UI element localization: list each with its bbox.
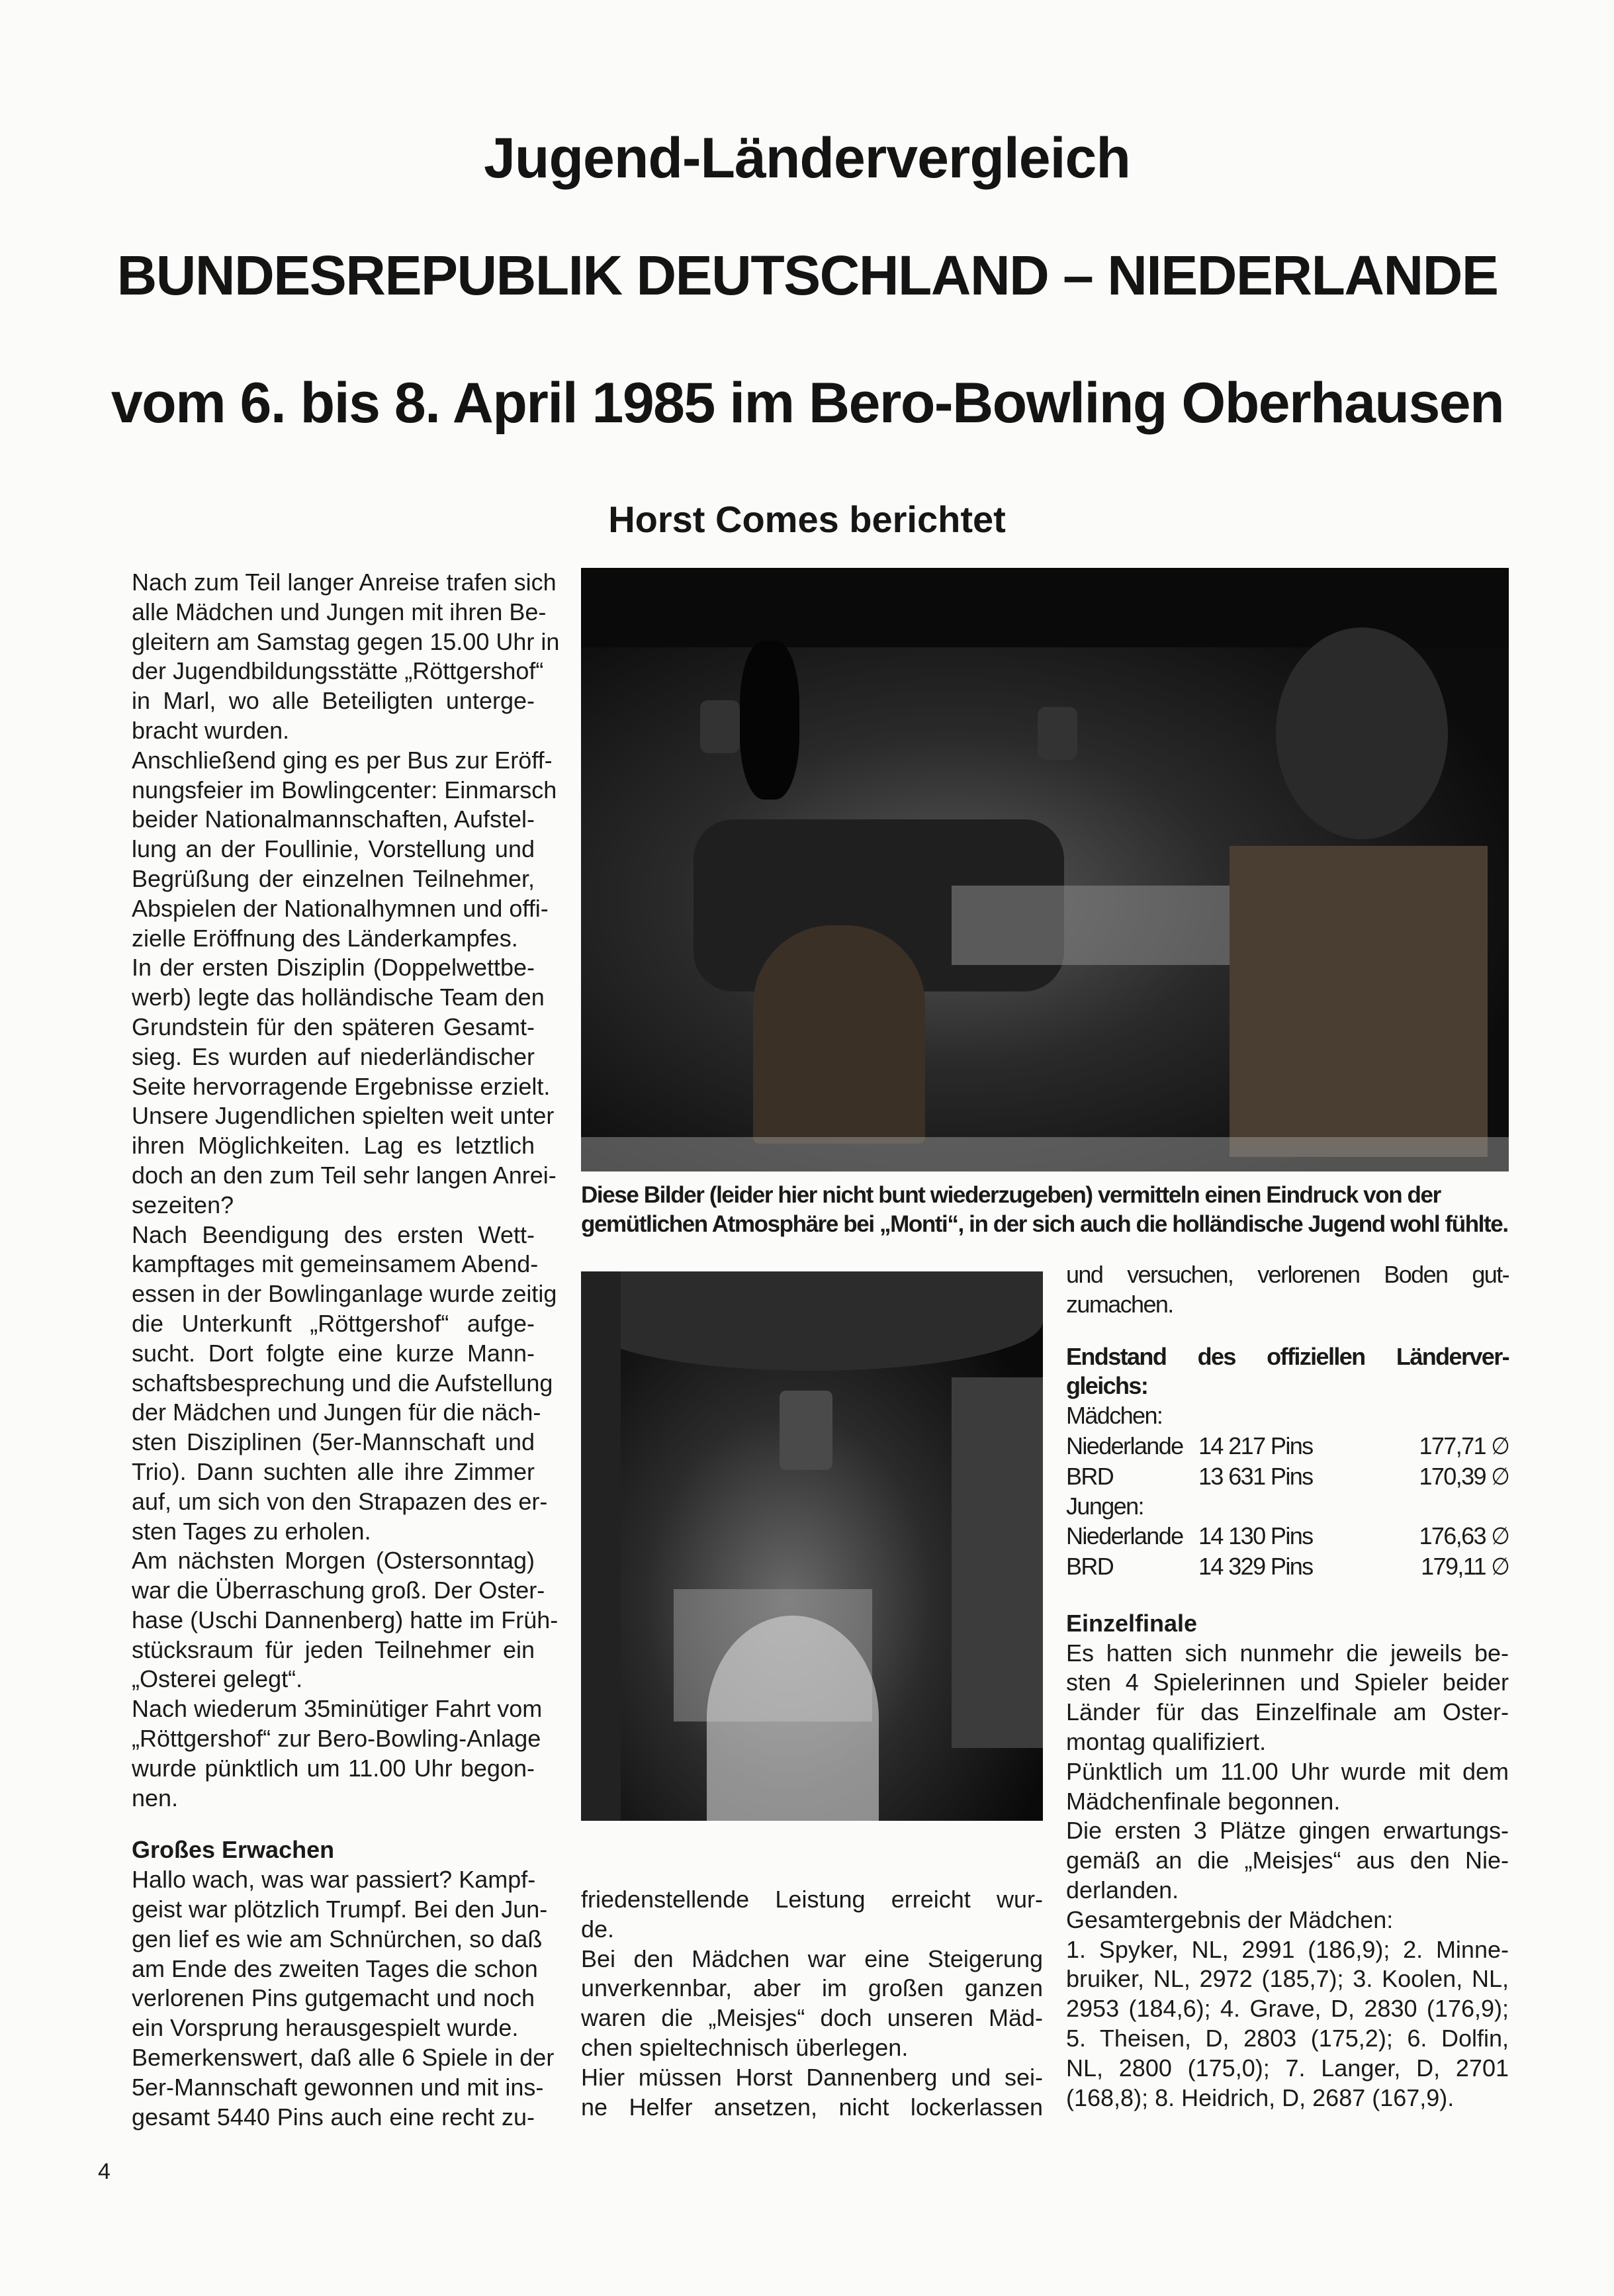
text-line: kampftages mit gemeinsamem Abend- — [132, 1250, 539, 1278]
results-heading: Endstand des offiziellen Länderver- — [1066, 1342, 1509, 1370]
text-line: Bei den Mädchen war eine Steigerung — [581, 1945, 1043, 1972]
text-line: sten 4 Spielerinnen und Spieler beider — [1066, 1669, 1509, 1696]
text-line: chen spieltechnisch überlegen. — [581, 2033, 909, 2061]
results-group-boys — [1066, 1492, 1509, 1583]
paragraph — [132, 1865, 548, 2043]
paragraph — [1066, 1816, 1509, 1905]
text-line: Die ersten 3 Plätze gingen erwartungs- — [1066, 1817, 1509, 1845]
paragraph — [132, 746, 557, 954]
text-line: „Osterei gelegt“. — [132, 1665, 303, 1693]
text-line: essen in der Bowlinganlage wurde zeitig — [132, 1280, 557, 1308]
text-line: Grundstein für den späteren Gesamt- — [132, 1013, 535, 1040]
text-line: sezeiten? — [132, 1191, 234, 1218]
article-subtitle: vom 6. bis 8. April 1985 im Bero-Bowling Oberhausen — [111, 371, 1504, 435]
text-line: sten Tages zu erholen. — [132, 1517, 371, 1545]
text-line: 5er-Mannschaft gewonnen und mit ins- — [132, 2073, 544, 2101]
text-line: gleitern am Samstag gegen 15.00 Uhr in — [132, 627, 560, 655]
paragraph — [581, 2063, 1043, 2123]
photo-bar-with-plant — [581, 1271, 1043, 1821]
text-line: am Ende des zweiten Tages die schon — [132, 1954, 538, 1982]
table-row — [1066, 1522, 1509, 1552]
text-line: bracht wurden. — [132, 716, 290, 744]
text-line: Trio). Dann suchten alle ihre Zimmer — [132, 1457, 535, 1485]
spacer — [132, 1813, 535, 1835]
group-label: Jungen: — [1066, 1492, 1143, 1520]
team: BRD — [1066, 1553, 1114, 1581]
text-line: Länder für das Einzelfinale am Oster- — [1066, 1698, 1509, 1726]
text-line: hase (Uschi Dannenberg) hatte im Früh- — [132, 1606, 559, 1633]
text-line: montag qualifiziert. — [1066, 1727, 1267, 1755]
article-kicker: Jugend-Ländervergleich — [484, 126, 1130, 190]
text-line: nen. — [132, 1784, 179, 1812]
section-heading: Einzelfinale — [1066, 1609, 1198, 1637]
text-line: der Jugendbildungsstätte „Röttgershof“ — [132, 657, 544, 685]
text-line: doch an den zum Teil sehr langen Anrei- — [132, 1161, 557, 1189]
paragraph — [581, 1945, 1043, 2063]
text-line: Mädchenfinale begonnen. — [1066, 1787, 1341, 1815]
text-line: gemäß an die „Meisjes“ aus den Nie- — [1066, 1847, 1509, 1874]
results-table-girls — [1066, 1431, 1509, 1492]
text-line: sten Disziplinen (5er-Mannschaft und — [132, 1428, 535, 1456]
pins: 14 329 Pins — [1198, 1553, 1313, 1581]
left-column — [132, 568, 560, 2132]
article-title: BUNDESREPUBLIK DEUTSCHLAND – NIEDERLANDE — [116, 244, 1498, 306]
text-line: Pünktlich um 11.00 Uhr wurde mit dem — [1066, 1757, 1509, 1785]
text-line: ne Helfer ansetzen, nicht lockerlassen — [581, 2093, 1043, 2121]
average: 177,71 ∅ — [1419, 1432, 1509, 1459]
text-line: auf, um sich von den Strapazen des er- — [132, 1487, 548, 1515]
text-line: Es hatten sich nunmehr die jeweils be- — [1066, 1639, 1509, 1667]
text-line: ihren Möglichkeiten. Lag es letztlich — [132, 1132, 535, 1160]
text-line: friedenstellende Leistung erreicht wur- — [581, 1886, 1043, 1913]
text-line: de. — [581, 1915, 615, 1943]
pins: 14 217 Pins — [1198, 1432, 1313, 1459]
pins: 13 631 Pins — [1198, 1462, 1313, 1490]
group-label: Mädchen: — [1066, 1402, 1163, 1430]
text-line: der Mädchen und Jungen für die näch- — [132, 1399, 541, 1426]
paragraph — [132, 953, 557, 1220]
text-line: verlorenen Pins gutgemacht und noch — [132, 1984, 535, 2012]
table-row — [1066, 1552, 1509, 1583]
text-line: gen lief es wie am Schnürchen, so daß — [132, 1925, 543, 1952]
text-line: alle Mädchen und Jungen mit ihren Be- — [132, 598, 547, 625]
text-line: Hier müssen Horst Dannenberg und sei- — [581, 2063, 1043, 2091]
text-line: 5. Theisen, D, 2803 (175,2); 6. Dolfin, — [1066, 2024, 1509, 2052]
text-line: wurde pünktlich um 11.00 Uhr begon- — [132, 1754, 535, 1782]
text-line: waren die „Meisjes“ doch unseren Mäd- — [581, 2004, 1043, 2032]
results-group-girls — [1066, 1401, 1509, 1492]
text-line: sucht. Dort folgte eine kurze Mann- — [132, 1339, 535, 1367]
photo-caption: Diese Bilder (leider hier nicht bunt wiederzugeben) vermitteln einen Eindruck von der gemütlichen Atmosphäre bei „Monti“, in der sich auch die holländische Jugend wohl fühlte. — [581, 1182, 1508, 1237]
table-row — [1066, 1461, 1509, 1492]
paragraph — [132, 2043, 555, 2132]
text-line: Abspielen der Nationalhymnen und offi- — [132, 894, 549, 922]
text-line: Seite hervorragende Ergebnisse erzielt. — [132, 1072, 551, 1100]
photo-restaurant-interior — [581, 568, 1509, 1171]
paragraph — [132, 1220, 557, 1547]
text-line: war die Überraschung groß. Der Oster- — [132, 1577, 545, 1604]
team: Niederlande — [1066, 1432, 1183, 1459]
text-line: derlanden. — [1066, 1876, 1179, 1904]
text-line: lung an der Foullinie, Vorstellung und — [132, 835, 535, 863]
text-line: geist war plötzlich Trumpf. Bei den Jun- — [132, 1896, 548, 1923]
paragraph — [1066, 1757, 1509, 1817]
text-line: Nach wiederum 35minütiger Fahrt vom — [132, 1695, 543, 1723]
text-line: stücksraum für jeden Teilnehmer ein — [132, 1635, 535, 1663]
text-line: unverkennbar, aber im großen ganzen — [581, 1974, 1043, 2002]
text-line: (168,8); 8. Heidrich, D, 2687 (167,9). — [1066, 2084, 1455, 2111]
text-line: schaftsbesprechung und die Aufstellung — [132, 1369, 553, 1397]
text-line: gesamt 5440 Pins auch eine recht zu- — [132, 2103, 535, 2131]
paragraph — [1066, 1906, 1509, 1935]
text-line: Bemerkenswert, daß alle 6 Spiele in der — [132, 2044, 555, 2072]
byline: Horst Comes berichtet — [608, 498, 1006, 540]
paragraph — [132, 568, 560, 746]
text-line: die Unterkunft „Röttgershof“ aufge- — [132, 1309, 535, 1337]
team: BRD — [1066, 1462, 1114, 1490]
text-line: NL, 2800 (175,0); 7. Langer, D, 2701 — [1066, 2054, 1509, 2082]
text-line: „Röttgershof“ zur Bero-Bowling-Anlage — [132, 1725, 541, 1753]
text-line: Hallo wach, was war passiert? Kampf- — [132, 1866, 536, 1894]
text-line: werb) legte das holländische Team den — [132, 984, 545, 1011]
paragraph — [1066, 1935, 1509, 2113]
text-line: beider Nationalmannschaften, Aufstel- — [132, 805, 535, 833]
text-line: zumachen. — [1066, 1290, 1173, 1318]
results-heading: gleichs: — [1066, 1372, 1148, 1400]
text-line: 2953 (184,6); 4. Grave, D, 2830 (176,9); — [1066, 1995, 1509, 2023]
text-line: 1. Spyker, NL, 2991 (186,9); 2. Minne- — [1066, 1935, 1509, 1963]
text-line: und versuchen, verlorenen Boden gut- — [1066, 1261, 1509, 1288]
middle-column — [581, 1885, 1043, 2122]
text-line: bruiker, NL, 2972 (185,7); 3. Koolen, NL, — [1066, 1965, 1509, 1993]
paragraph — [132, 1546, 559, 1694]
average: 179,11 ∅ — [1421, 1553, 1509, 1581]
text-line: Nach Beendigung des ersten Wett- — [132, 1220, 535, 1248]
average: 176,63 ∅ — [1419, 1522, 1509, 1550]
paragraph — [1066, 1639, 1509, 1757]
average: 170,39 ∅ — [1419, 1462, 1509, 1490]
pins: 14 130 Pins — [1198, 1522, 1313, 1550]
text-line: Unsere Jugendlichen spielten weit unter — [132, 1102, 555, 1130]
paragraph — [132, 1694, 543, 1813]
text-line: In der ersten Disziplin (Doppelwettbe- — [132, 954, 535, 982]
text-line: Nach zum Teil langer Anreise trafen sich — [132, 569, 557, 596]
results-table-boys — [1066, 1522, 1509, 1583]
text-line: zielle Eröffnung des Länderkampfes. — [132, 924, 518, 952]
text-line: ein Vorsprung herausgespielt wurde. — [132, 2014, 519, 2042]
text-line: Gesamtergebnis der Mädchen: — [1066, 1906, 1394, 1933]
text-line: Begrüßung der einzelnen Teilnehmer, — [132, 864, 535, 892]
table-row — [1066, 1431, 1509, 1461]
text-line: Anschließend ging es per Bus zur Eröff- — [132, 746, 553, 774]
right-column — [1066, 1260, 1509, 2113]
text-line: nungsfeier im Bowlingcenter: Einmarsch — [132, 776, 557, 804]
text-line: Am nächsten Morgen (Ostersonntag) — [132, 1547, 535, 1575]
page-number: 4 — [98, 2159, 111, 2184]
team: Niederlande — [1066, 1522, 1183, 1550]
paragraph — [581, 1885, 1043, 1945]
text-line: in Marl, wo alle Beteiligten unterge- — [132, 687, 535, 715]
text-line: sieg. Es wurden auf niederländischer — [132, 1042, 535, 1070]
einzelfinale-section — [1066, 1609, 1509, 2113]
section-heading: Großes Erwachen — [132, 1836, 335, 1864]
